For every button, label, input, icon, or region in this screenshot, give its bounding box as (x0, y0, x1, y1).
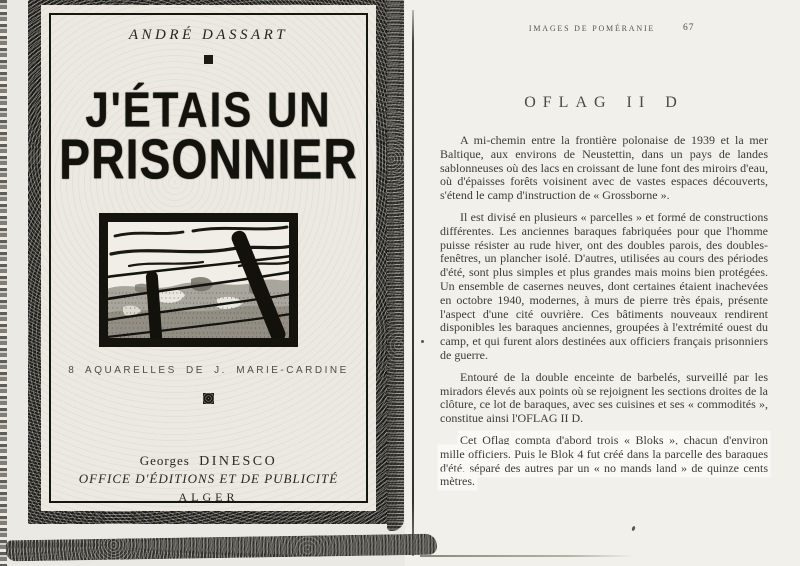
cover-credit: 8 AQUARELLES DE J. MARIE-CARDINE (68, 365, 349, 376)
publisher-first-name: Georges (139, 453, 190, 468)
cover-title-line2: PRISONNIER (59, 127, 358, 191)
cover-title-line1: J'ÉTAIS UN (85, 81, 332, 137)
publisher-last-name: DINESCO (199, 454, 278, 469)
publisher-city: ALGER (178, 490, 239, 504)
page-number: 67 (683, 23, 695, 33)
book-cover (28, 0, 389, 524)
highlight-marking: Cet Oflag compta d'abord trois « Bloks », chacun d'environ mille officiers. Puis le Blok 4 fut créé dans la parcelle des baraques d'été, séparé des autres par un « no mands land » de quinze cents mètres. (440, 432, 768, 489)
section-title: OFLAG II D (524, 94, 684, 111)
running-header: IMAGES DE POMÉRANIE (528, 24, 656, 33)
paragraph: Entouré de la double enceinte de barbelés, surveillé par les miradors élevés aux points où se rejoignent les sections droites de la clôture, ce lot de baraques, avec ses cuisines et ses « commodités », constitue ainsi l'OFLAG II D. (440, 369, 768, 426)
photo-left-edge (0, 0, 7, 566)
page-bottom-line (420, 555, 635, 557)
page-gutter-line (412, 10, 414, 556)
book-right-edge (387, 0, 404, 531)
paragraph-highlighted (440, 434, 768, 489)
scan-speck (631, 526, 636, 532)
publisher-office: OFFICE D'ÉDITIONS ET DE PUBLICITÉ (78, 471, 339, 486)
publisher-name (41, 453, 376, 470)
ornament-square-icon (203, 393, 214, 404)
cover-illustration (99, 213, 298, 347)
paragraph: A mi-chemin entre la frontière polonaise de 1939 et la mer Baltique, aux environs de Neustettin, dans un pays de landes sablonneuses où des lacs en croissant de lune font des miroirs d'eau, où d'épaisses forêts voisinent avec de vastes espaces découverts, s'étend le camp d'instruction de « Grossborne ». (440, 133, 768, 203)
scan-speck (421, 340, 424, 343)
ornament-square-icon (204, 55, 213, 64)
book-bottom-edge (6, 534, 437, 562)
book-cover-paper (41, 5, 376, 511)
right-page (405, 0, 800, 566)
paragraph: Il est divisé en plusieurs « parcelles » et formé de constructions différentes. Les anciennes baraques fabriquées pour que l'homme puisse résister au rude hiver, ont des doubles parois, des doubles-fenêtres, un plancher isolé. D'autres, utilisées au cours des périodes d'été, sont plus simples et plus grandes mais moins bien protégées. Un ensemble de casernes neuves, dont certaines étaient inachevées en octobre 1940, modernes, à murs de pierre très épais, présente l'aspect d'une cité ouvrière. Ces bâtiments nouveaux rendirent disponibles les baraques anciennes, groupées à l'extrémité ouest du camp, et qui furent alors destinées aux officiers français prisonniers de guerre. (440, 209, 768, 362)
cover-author: ANDRÉ DASSART (128, 27, 289, 43)
page-body (440, 134, 768, 497)
